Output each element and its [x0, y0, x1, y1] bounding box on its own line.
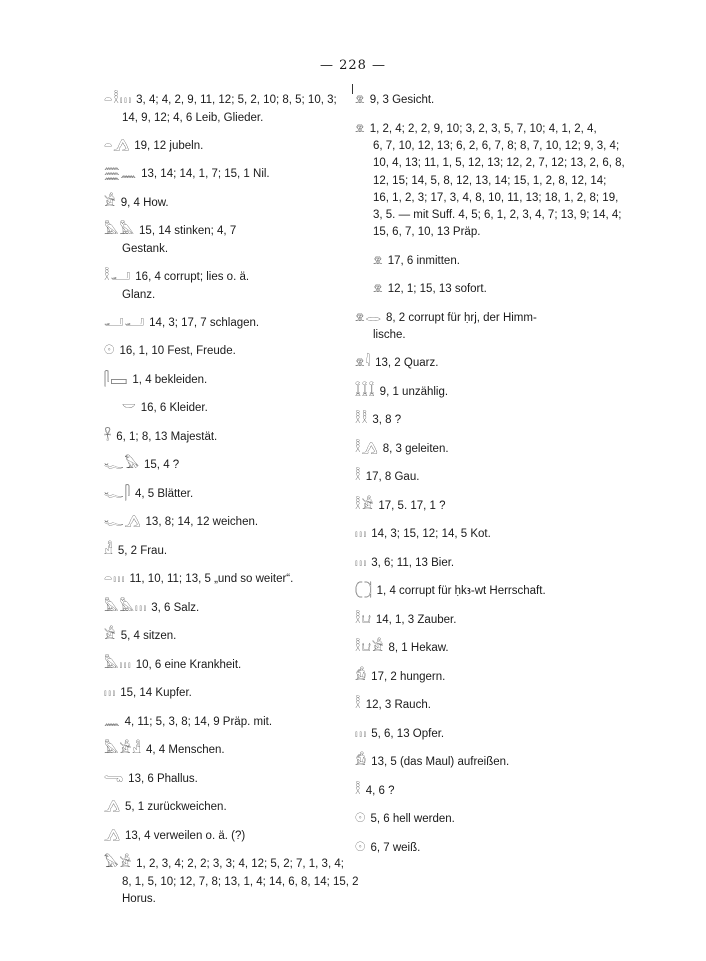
entry-text: 5, 2 Frau. — [117, 544, 168, 557]
hieroglyph-group: 𓀁 — [355, 754, 368, 770]
dictionary-entry — [104, 313, 374, 333]
hieroglyph-group: 𓀀 — [104, 628, 117, 644]
entry-text: 12, 3 Rauch. — [365, 699, 431, 712]
hieroglyph-group: 𓏥 — [355, 554, 368, 570]
hieroglyph-group: 𓅓𓏥 — [104, 656, 132, 672]
hieroglyph-group: 𓎛𓂓𓀀 — [355, 640, 385, 656]
entry-continuation: 8, 1, 5, 10; 12, 7, 8; 13, 1, 4; 14, 6, 8, 14; 15, 2 Horus. — [122, 875, 359, 905]
entry-text: 17, 5. 17, 1 ? — [378, 499, 446, 512]
hieroglyph-group: 𓏥 — [355, 526, 368, 542]
hieroglyph-group: 𓋹 — [104, 428, 113, 444]
hieroglyph-group: 𓇳 — [355, 839, 367, 855]
hieroglyph-group: 𓋴𓈙 — [104, 371, 129, 387]
right-column — [355, 90, 625, 866]
hieroglyph-group: 𓂻 — [104, 827, 121, 843]
hieroglyph-group: 𓏏𓎛𓏥 — [104, 92, 133, 107]
hieroglyph-group: 𓀀 — [104, 194, 117, 210]
entry-text: 17, 2 hungern. — [371, 670, 446, 683]
dictionary-entry — [104, 221, 374, 258]
hieroglyph-group: 𓅓𓀀𓁐 — [104, 742, 142, 758]
hieroglyph-group: 𓇳 — [355, 811, 367, 827]
dictionary-entry — [104, 341, 374, 361]
entry-text: 8, 1 Hekaw. — [388, 642, 449, 655]
dictionary-entry — [355, 382, 625, 402]
hieroglyph-group: 𓀁 — [355, 668, 368, 684]
entry-text: 3, 8 ? — [372, 414, 402, 427]
entry-text: 1, 4 bekleiden. — [132, 373, 208, 386]
hieroglyph-group: 𓏥 — [104, 685, 117, 701]
entry-text: 4, 5 Blätter. — [134, 487, 194, 500]
hieroglyph-group: 𓂸 — [104, 770, 125, 786]
dictionary-entry — [104, 398, 374, 418]
entry-text: 4, 4 Menschen. — [145, 744, 225, 757]
dictionary-entry — [355, 581, 625, 601]
dictionary-entry — [104, 598, 374, 618]
entry-text: 19, 12 jubeln. — [134, 139, 204, 152]
entry-text: 1, 4 corrupt für ḥkꜣ-wt Herrschaft. — [376, 585, 546, 598]
dictionary-entry — [104, 136, 374, 156]
dictionary-entry — [104, 427, 374, 447]
dictionary-entry — [355, 90, 625, 110]
dictionary-entry — [104, 484, 374, 504]
entry-text: 9, 1 unzählig. — [379, 385, 449, 398]
hieroglyph-group: 𓇳 — [104, 343, 116, 359]
dictionary-entry — [355, 279, 625, 299]
entry-text: 13, 4 verweilen o. ä. (?) — [125, 829, 246, 842]
hieroglyph-group: 𓁷 — [355, 120, 366, 136]
entry-text: 13, 6 Phallus. — [128, 772, 198, 785]
dictionary-entry — [104, 164, 374, 184]
hieroglyph-group: 𓎛 — [355, 697, 362, 713]
entry-text: 15, 4 ? — [144, 459, 180, 472]
entry-continuation: lische. — [373, 329, 406, 341]
dictionary-entry — [355, 695, 625, 715]
entry-text: 17, 6 inmitten. — [387, 254, 460, 267]
hieroglyph-group: 𓎛 — [355, 469, 362, 485]
hieroglyph-group: 𓎛𓀀 — [355, 497, 375, 513]
dictionary-entry — [104, 769, 374, 789]
dictionary-entry — [104, 541, 374, 561]
entry-text: 10, 6 eine Krankheit. — [135, 658, 242, 671]
entry-text: 14, 3; 15, 12; 14, 5 Kot. — [371, 528, 491, 541]
hieroglyph-group: 𓏥 — [355, 725, 368, 741]
hieroglyph-group: 𓅃𓀀 — [104, 856, 133, 872]
dictionary-entry — [355, 809, 625, 829]
entry-continuation: Gestank. — [122, 242, 169, 255]
entry-text: 4, 11; 5, 3, 8; 14, 9 Präp. mit. — [124, 715, 273, 728]
hieroglyph-group: 𓎟 — [122, 400, 137, 416]
hieroglyph-group: 𓎛𓂓 — [355, 611, 372, 627]
hieroglyph-group: 𓏏𓂻 — [104, 137, 131, 153]
entry-text: 5, 1 zurückweichen. — [125, 801, 227, 814]
entry-text: 11, 10, 11; 13, 5 „und so weiter“. — [129, 573, 294, 586]
dictionary-entry — [355, 524, 625, 544]
hieroglyph-group: 𓁐 — [104, 542, 114, 558]
entry-text: 15, 14 Kupfer. — [120, 687, 192, 700]
entry-text: 1, 2, 4; 2, 2, 9, 10; 3, 2, 3, 5, 7, 10; 4, 1, 2, 4, — [369, 122, 597, 135]
hieroglyph-group: 𓎛 — [355, 782, 362, 798]
entry-text: 5, 4 sitzen. — [120, 630, 177, 643]
dictionary-entry — [104, 90, 374, 127]
entry-text: 3, 6 Salz. — [151, 601, 200, 614]
hieroglyph-group: 𓅓𓅓𓏥 — [104, 599, 148, 615]
dictionary-entry — [355, 781, 625, 801]
hieroglyph-group: 𓁷 — [373, 281, 384, 296]
dictionary-entry — [104, 626, 374, 646]
dictionary-entry — [355, 353, 625, 373]
entry-text: 13, 8; 14, 12 weichen. — [145, 516, 259, 529]
entry-text: 13, 2 Quarz. — [375, 357, 439, 370]
hieroglyph-group: 𓅓𓅓 — [104, 223, 136, 239]
entry-text: 4, 6 ? — [365, 784, 395, 797]
dictionary-entry — [355, 752, 625, 772]
hieroglyph-group: 𓍹𓍺 — [355, 583, 373, 599]
dictionary-entry — [355, 610, 625, 630]
entry-text: 6, 7 weiß. — [370, 841, 421, 854]
hieroglyph-group: 𓏏𓏥 — [104, 571, 126, 587]
hieroglyph-group: 𓈖 — [104, 713, 121, 729]
dictionary-entry — [104, 455, 374, 475]
dictionary-entry — [104, 655, 374, 675]
entry-text: 5, 6, 13 Opfer. — [371, 727, 445, 740]
entry-text: 16, 1, 10 Fest, Freude. — [119, 345, 236, 358]
hieroglyph-group: 𓎛𓎛 — [355, 412, 369, 428]
entry-text: 12, 1; 15, 13 sofort. — [387, 283, 487, 295]
page-number: — 228 — — [319, 58, 387, 73]
dictionary-entry — [104, 740, 374, 760]
dictionary-entry — [355, 308, 625, 345]
entry-text: 16, 4 corrupt; lies o. ä. — [135, 271, 250, 283]
dictionary-entry — [104, 370, 374, 390]
hieroglyph-group: 𓎛𓂝 — [104, 269, 132, 284]
dictionary-entry — [355, 251, 625, 271]
dictionary-entry — [355, 119, 625, 242]
dictionary-entry — [355, 467, 625, 487]
dictionary-entry — [355, 638, 625, 658]
dictionary-entry — [355, 838, 625, 858]
entry-text: 3, 6; 11, 13 Bier. — [371, 556, 455, 569]
hieroglyph-group: 𓁷𓂋 — [355, 309, 382, 325]
hieroglyph-group: 𓆼𓆼𓆼 — [355, 383, 376, 399]
dictionary-entry — [104, 512, 374, 532]
dictionary-entry — [104, 683, 374, 703]
entry-text: 9, 3 Gesicht. — [369, 94, 435, 106]
entry-text: 14, 1, 3 Zauber. — [375, 613, 457, 626]
dictionary-entry — [104, 267, 374, 304]
entry-continuation: 6, 7, 10, 12, 13; 6, 2, 6, 7, 8; 8, 7, 10, 12; 9, 3, 4; 10, 4, 13; 11, 1, 5, 12, 13; 12, 2, 7, 12; 13, 2, 6, 8, 12, 15; 14, 5, 8, 12, 13, 14; 15, 1, 2, 8, 12, 14; 16, 1, 2, 3; 17, 3, 4, 8, 10, 11, 13; 18, 1, 2, 8; 19, 3, 5. — mit Suff. 4, 5; 6, 1, 2, 3, 4, 7; 13, 9; 14, 4; 15, 6, 7, 10, 13 Präp. — [373, 140, 625, 239]
entry-text: 1, 2, 3, 4; 2, 2; 3, 3; 4, 12; 5, 2; 7, 1, 3, 4; — [136, 858, 344, 871]
entry-text: 14, 3; 17, 7 schlagen. — [149, 316, 260, 329]
dictionary-entry — [104, 193, 374, 213]
dictionary-entry — [355, 667, 625, 687]
dictionary-entry — [355, 553, 625, 573]
hieroglyph-group: 𓂝𓂝 — [104, 314, 146, 330]
entry-text: 15, 14 stinken; 4, 7 — [139, 225, 237, 238]
entry-text: 13, 5 (das Maul) aufreißen. — [371, 756, 510, 769]
entry-continuation: 14, 9, 12; 4, 6 Leib, Glieder. — [122, 111, 264, 124]
dictionary-entry — [355, 496, 625, 516]
hieroglyph-group: 𓂻 — [104, 799, 121, 815]
hieroglyph-group: 𓎛𓂻 — [355, 440, 379, 456]
dictionary-entry — [104, 712, 374, 732]
dictionary-entry — [355, 724, 625, 744]
entry-continuation: Glanz. — [122, 288, 156, 301]
hieroglyph-group: 𓈗𓈖 — [104, 166, 138, 182]
entry-text: 8, 3 geleiten. — [382, 442, 449, 455]
dictionary-entry — [104, 854, 374, 908]
entry-text: 13, 14; 14, 1, 7; 15, 1 Nil. — [141, 168, 270, 181]
hieroglyph-group: 𓆑𓂻 — [104, 514, 142, 530]
hieroglyph-group: 𓁷𓇋 — [355, 355, 372, 371]
dictionary-entry — [355, 410, 625, 430]
entry-text: 16, 6 Kleider. — [140, 402, 208, 415]
dictionary-entry — [355, 439, 625, 459]
entry-text: 8, 2 corrupt für ḥrj, der Himm- — [385, 311, 537, 324]
left-column — [104, 90, 374, 917]
entry-text: 5, 6 hell werden. — [370, 813, 455, 826]
entry-text: 3, 4; 4, 2, 9, 11, 12; 5, 2, 10; 8, 5; 10, 3; — [136, 94, 337, 106]
hieroglyph-group: 𓁷 — [373, 252, 384, 268]
hieroglyph-group: 𓆑𓋴 — [104, 485, 131, 501]
entry-text: 9, 4 How. — [120, 196, 169, 209]
hieroglyph-group: 𓁷 — [355, 92, 366, 107]
dictionary-entry — [104, 569, 374, 589]
dictionary-entry — [104, 797, 374, 817]
entry-text: 6, 1; 8, 13 Majestät. — [116, 430, 218, 443]
entry-text: 17, 8 Gau. — [365, 471, 420, 484]
hieroglyph-group: 𓆑𓅃 — [104, 457, 141, 473]
dictionary-entry — [104, 826, 374, 846]
